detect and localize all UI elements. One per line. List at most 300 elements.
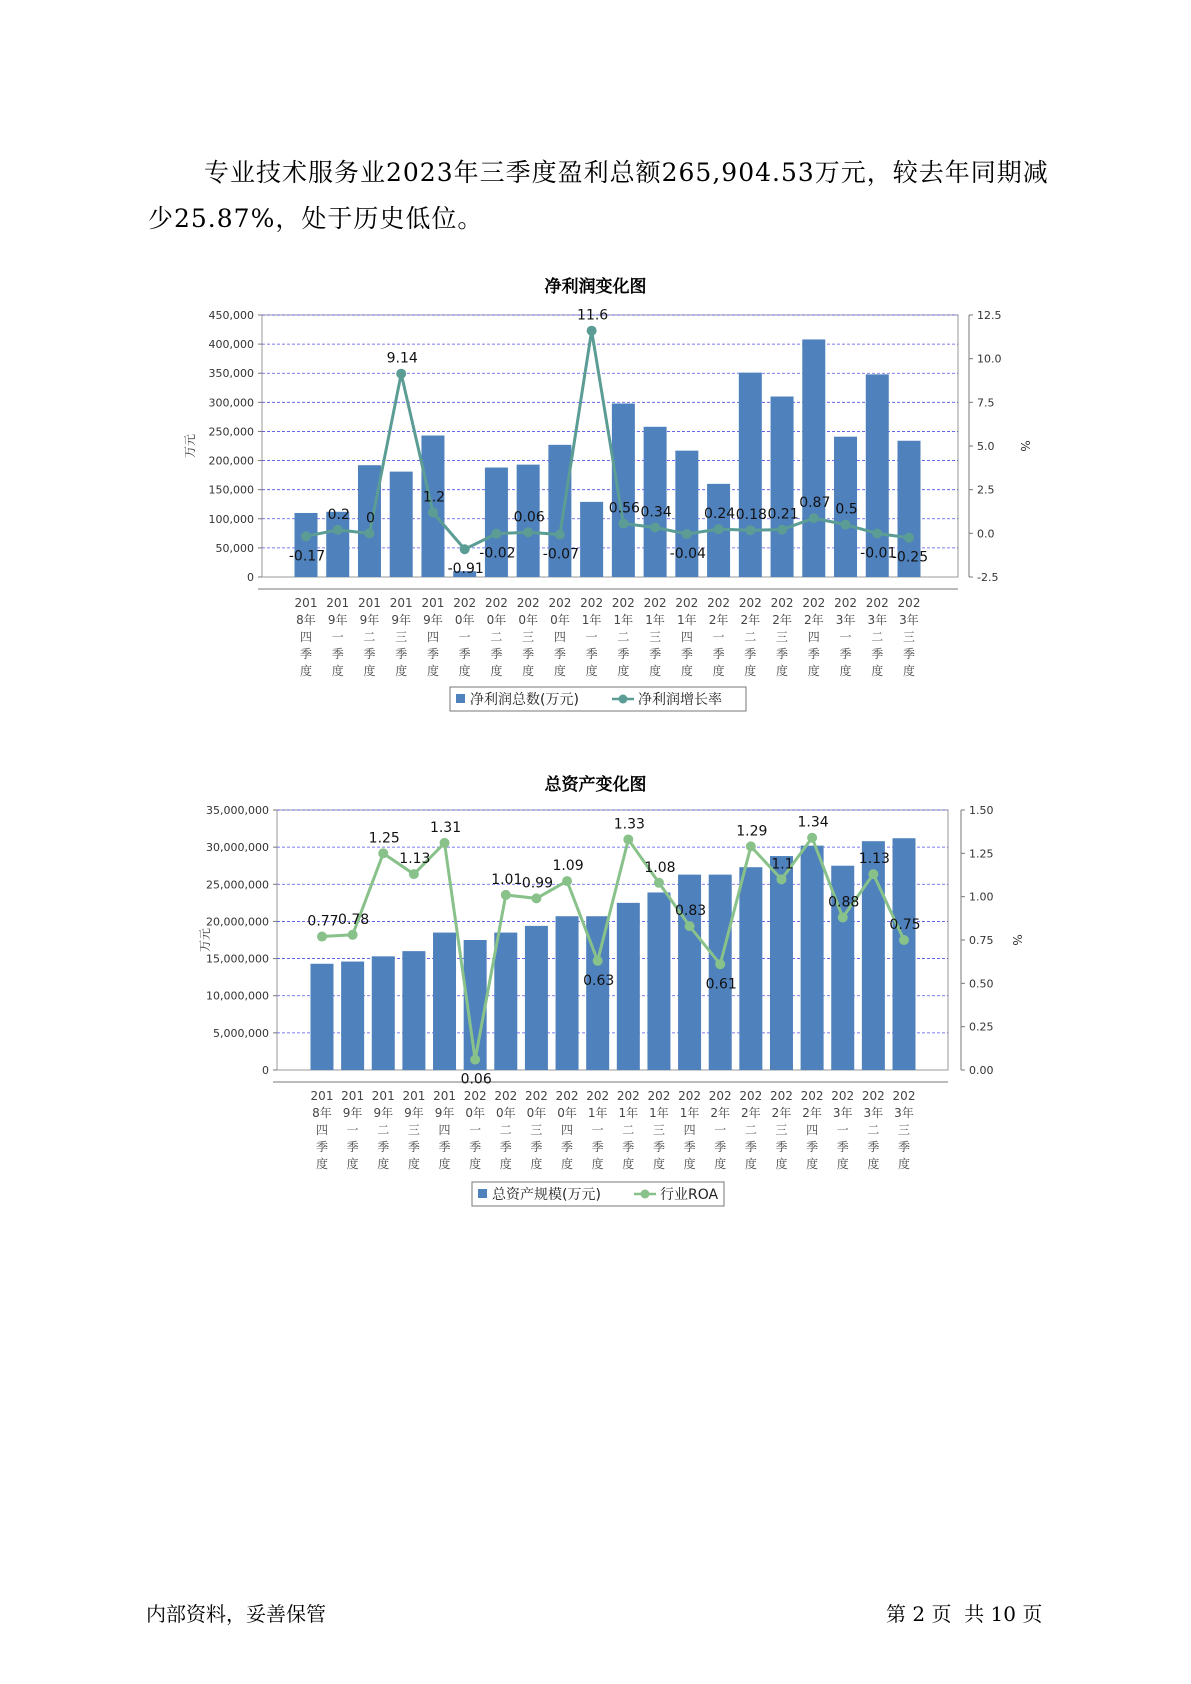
x-tick-label: 202	[892, 1089, 916, 1103]
footer-page-number: 第 2 页 共 10 页	[886, 1602, 1043, 1626]
legend-bar-label: 总资产规模(万元)	[492, 1187, 601, 1203]
x-tick-label: 度	[458, 664, 471, 678]
x-tick-label: 季	[649, 647, 662, 661]
x-tick-label: 季	[490, 647, 503, 661]
data-label: 1.1	[771, 856, 794, 873]
x-tick-label: 度	[712, 664, 725, 678]
x-tick-label: 1年	[679, 1106, 700, 1120]
x-tick-label: 0年	[465, 1106, 485, 1120]
x-tick-label: 1年	[618, 1106, 639, 1120]
data-label: 11.6	[577, 307, 609, 324]
y-tick-label: 200,000	[208, 454, 254, 468]
bar	[647, 892, 670, 1070]
x-tick-label: 四	[553, 630, 566, 644]
x-tick-label: 一	[591, 1123, 604, 1137]
data-label: 0.21	[767, 506, 799, 523]
y-tick-label: 250,000	[208, 425, 254, 439]
x-tick-label: 季	[867, 1140, 880, 1154]
x-tick-label: 季	[553, 647, 566, 661]
line-point	[872, 529, 882, 539]
line-point	[618, 519, 628, 529]
x-tick-label: 度	[775, 1157, 788, 1171]
x-tick-label: 二	[490, 630, 503, 644]
chart2-title: 总资产变化图	[544, 775, 647, 795]
x-tick-label: 202	[834, 596, 857, 610]
x-tick-label: 202	[861, 1089, 885, 1103]
y-axis-title: 万元	[198, 927, 212, 953]
data-label: 0.2	[327, 506, 350, 523]
data-label: 1.01	[491, 871, 523, 888]
x-tick-label: 202	[548, 596, 572, 610]
y-tick-label: 0	[262, 1064, 269, 1077]
legend-bar-label: 净利润总数(万元)	[470, 692, 579, 708]
x-tick-label: 季	[407, 1140, 420, 1154]
line-point	[501, 890, 511, 900]
x-tick-label: 202	[555, 1089, 579, 1103]
data-label: 0.63	[583, 972, 615, 989]
x-tick-label: 201	[402, 1089, 426, 1103]
line-point	[868, 869, 878, 879]
y2-tick-label: 7.5	[977, 396, 995, 410]
x-tick-label: 四	[438, 1123, 451, 1137]
bar	[295, 513, 318, 577]
y2-tick-label: 0.50	[969, 977, 994, 991]
x-tick-label: 202	[580, 596, 604, 610]
x-tick-label: 201	[326, 596, 350, 610]
x-tick-label: 一	[346, 1123, 359, 1137]
data-label: 1.31	[429, 819, 462, 836]
x-tick-label: 季	[680, 647, 693, 661]
x-tick-label: 季	[744, 1140, 757, 1154]
x-tick-label: 度	[315, 1157, 329, 1171]
data-label: 0.18	[735, 507, 767, 524]
x-tick-label: 度	[871, 664, 884, 678]
x-tick-label: 202	[800, 1089, 824, 1103]
x-tick-label: 度	[714, 1157, 727, 1171]
x-tick-label: 9年	[359, 613, 380, 627]
line-point	[715, 959, 725, 969]
x-tick-label: 季	[807, 647, 820, 661]
x-tick-label: 202	[802, 596, 826, 610]
y2-tick-label: 0.75	[969, 934, 994, 947]
y-tick-label: 15,000,000	[206, 952, 269, 966]
x-tick-label: 度	[867, 1157, 880, 1171]
x-tick-label: 度	[836, 1157, 849, 1171]
total-assets-chart	[0, 800, 1191, 1220]
line-point	[587, 326, 597, 336]
x-tick-label: 三	[775, 1123, 788, 1137]
x-tick-label: 季	[775, 1140, 788, 1154]
bar	[893, 838, 916, 1070]
y2-tick-label: 0.25	[969, 1020, 994, 1034]
chart1-title: 净利润变化图	[544, 277, 647, 297]
x-tick-label: 度	[346, 1157, 359, 1171]
x-tick-label: 季	[806, 1140, 819, 1154]
data-label: 0.83	[674, 903, 707, 920]
x-tick-label: 202	[494, 1089, 518, 1103]
x-tick-label: 202	[463, 1089, 487, 1103]
x-tick-label: 201	[294, 596, 318, 610]
bar	[494, 933, 517, 1070]
x-tick-label: 一	[585, 630, 598, 644]
x-tick-label: 四	[426, 630, 439, 644]
line-point	[428, 507, 438, 517]
x-tick-label: 季	[530, 1140, 543, 1154]
x-tick-label: 9年	[423, 613, 443, 627]
y-tick-label: 450,000	[208, 309, 254, 322]
x-tick-label: 季	[438, 1140, 451, 1154]
bar	[739, 373, 762, 577]
line-point	[807, 833, 817, 843]
y2-tick-label: 1.25	[969, 847, 994, 861]
x-tick-label: 度	[407, 1157, 420, 1171]
x-tick-label: 一	[458, 630, 471, 644]
y2-axis-title: %	[1018, 440, 1032, 452]
x-tick-label: 一	[469, 1123, 482, 1137]
net-profit-chart	[0, 305, 1191, 725]
x-tick-label: 9年	[391, 613, 412, 627]
x-tick-label: 度	[839, 664, 852, 678]
line-point	[746, 841, 756, 851]
legend-line-label: 行业ROA	[660, 1187, 719, 1203]
x-tick-label: 一	[714, 1123, 727, 1137]
x-tick-label: 度	[652, 1157, 665, 1171]
data-label: 9.14	[386, 350, 418, 367]
x-tick-label: 度	[680, 664, 693, 678]
data-label: 0.78	[338, 911, 370, 928]
x-tick-label: 四	[806, 1123, 819, 1137]
data-label: -0.01	[860, 545, 897, 562]
y2-tick-label: 10.0	[977, 352, 1002, 366]
y-tick-label: 50,000	[215, 541, 254, 555]
x-tick-label: 202	[484, 596, 508, 610]
line-point	[745, 525, 755, 535]
x-tick-label: 201	[358, 596, 381, 610]
data-label: 1.2	[422, 489, 446, 506]
y-tick-label: 35,000,000	[206, 804, 269, 817]
x-tick-label: 度	[617, 664, 630, 678]
x-tick-label: 季	[897, 1140, 911, 1154]
x-tick-label: 1年	[581, 613, 602, 627]
x-tick-label: 202	[586, 1089, 610, 1103]
bar	[644, 427, 667, 577]
bar	[372, 956, 395, 1070]
x-tick-label: 季	[712, 647, 725, 661]
bar	[311, 964, 334, 1070]
data-label: -0.25	[891, 549, 929, 566]
line-point	[317, 932, 327, 942]
data-label: 0.77	[307, 913, 339, 930]
x-tick-label: 0年	[550, 613, 570, 627]
x-tick-label: 二	[499, 1123, 512, 1137]
x-tick-label: 3年	[863, 1106, 884, 1120]
x-tick-label: 202	[524, 1089, 548, 1103]
data-label: 1.13	[858, 851, 890, 868]
x-tick-label: 3年	[835, 613, 856, 627]
bar	[617, 903, 640, 1070]
summary-text: 专业技术服务业2023年三季度盈利总额265,904.53万元，较去年同期减少25.87%，处于历史低位。	[148, 158, 1049, 233]
x-tick-label: 202	[770, 596, 794, 610]
x-tick-label: 0年	[486, 613, 507, 627]
x-tick-label: 季	[683, 1140, 696, 1154]
bar	[802, 339, 825, 577]
x-tick-label: 季	[902, 647, 916, 661]
legend-line-marker	[641, 1190, 650, 1199]
y2-tick-label: -2.5	[977, 571, 999, 584]
data-label: 0.56	[608, 500, 640, 517]
x-tick-label: 二	[363, 630, 376, 644]
data-label: -0.04	[669, 546, 706, 563]
line-point	[593, 956, 603, 966]
x-tick-label: 202	[516, 596, 540, 610]
x-tick-label: 0年	[518, 613, 538, 627]
data-label: 0.06	[460, 1071, 492, 1088]
x-tick-label: 度	[395, 664, 408, 678]
x-tick-label: 季	[331, 647, 344, 661]
x-tick-label: 9年	[373, 1106, 394, 1120]
bar	[433, 933, 456, 1070]
data-label: -0.91	[447, 561, 484, 578]
x-tick-label: 1年	[677, 613, 697, 627]
legend-line-marker	[619, 695, 628, 704]
x-tick-label: 季	[469, 1140, 482, 1154]
x-tick-label: 四	[299, 630, 313, 644]
y-tick-label: 400,000	[208, 338, 254, 352]
x-tick-label: 度	[377, 1157, 390, 1171]
x-tick-label: 季	[622, 1140, 635, 1154]
x-tick-label: 度	[591, 1157, 604, 1171]
data-label: 0.99	[521, 875, 554, 892]
x-tick-label: 度	[897, 1157, 911, 1171]
line-point	[654, 878, 664, 888]
line-point	[682, 529, 692, 539]
bar	[739, 867, 762, 1070]
line-point	[440, 838, 450, 848]
data-label: 0.34	[640, 504, 672, 521]
y2-tick-label: 12.5	[977, 309, 1002, 322]
x-tick-label: 201	[341, 1089, 365, 1103]
data-label: 0.88	[828, 894, 860, 911]
x-tick-label: 四	[561, 1123, 574, 1137]
x-tick-label: 202	[707, 596, 731, 610]
x-tick-label: 2年	[710, 1106, 731, 1120]
x-tick-label: 0年	[454, 613, 475, 627]
line-point	[348, 930, 358, 940]
x-tick-label: 202	[647, 1089, 671, 1103]
x-tick-label: 201	[389, 596, 413, 610]
data-label: 0.06	[513, 509, 545, 526]
line-point	[838, 912, 848, 922]
x-tick-label: 度	[499, 1157, 512, 1171]
line-point	[396, 369, 406, 379]
x-tick-label: 度	[744, 1157, 757, 1171]
x-tick-label: 二	[871, 630, 884, 644]
bar	[402, 951, 425, 1070]
x-tick-label: 季	[585, 647, 598, 661]
x-tick-label: 201	[310, 1089, 334, 1103]
line-point	[531, 893, 541, 903]
x-tick-label: 三	[897, 1123, 911, 1137]
x-tick-label: 1年	[649, 1106, 669, 1120]
x-tick-label: 202	[643, 596, 667, 610]
x-tick-label: 201	[371, 1089, 395, 1103]
x-tick-label: 9年	[404, 1106, 424, 1120]
x-tick-label: 2年	[740, 613, 761, 627]
data-label: 0.61	[705, 976, 737, 993]
y2-tick-label: 0.00	[969, 1064, 994, 1077]
data-label: -0.17	[288, 548, 326, 565]
x-tick-label: 2年	[802, 1106, 822, 1120]
line-point	[470, 1055, 480, 1065]
x-tick-label: 季	[522, 647, 535, 661]
y-tick-label: 150,000	[208, 483, 254, 497]
x-tick-label: 季	[346, 1140, 359, 1154]
y-tick-label: 30,000,000	[206, 841, 269, 855]
x-tick-label: 一	[712, 630, 725, 644]
x-tick-label: 二	[744, 630, 757, 644]
x-tick-label: 度	[807, 664, 820, 678]
data-label: 0.87	[799, 495, 831, 512]
data-label: 0	[366, 510, 375, 527]
data-label: 0.75	[889, 917, 921, 933]
bar	[771, 397, 794, 577]
x-tick-label: 季	[776, 647, 789, 661]
line-point	[491, 529, 501, 539]
x-tick-label: 度	[561, 1157, 574, 1171]
line-point	[523, 527, 533, 537]
x-tick-label: 一	[836, 1123, 849, 1137]
line-point	[776, 874, 786, 884]
line-point	[301, 531, 311, 541]
x-tick-label: 0年	[557, 1106, 577, 1120]
x-tick-label: 三	[395, 630, 408, 644]
line-point	[555, 530, 565, 540]
x-tick-label: 202	[675, 596, 699, 610]
x-tick-label: 度	[683, 1157, 696, 1171]
x-tick-label: 度	[530, 1157, 543, 1171]
x-tick-label: 二	[622, 1123, 635, 1137]
legend-bar-swatch	[456, 694, 465, 703]
y-tick-label: 0	[247, 571, 254, 584]
x-tick-label: 2年	[803, 613, 824, 627]
y-axis-title: 万元	[183, 433, 197, 459]
data-label: 0.24	[703, 506, 736, 523]
x-tick-label: 三	[902, 630, 916, 644]
x-tick-label: 202	[453, 596, 477, 610]
line-point	[714, 524, 724, 534]
x-tick-label: 1年	[587, 1106, 608, 1120]
data-label: 1.34	[797, 814, 829, 831]
x-tick-label: 季	[561, 1140, 574, 1154]
line-point	[623, 834, 633, 844]
x-tick-label: 三	[530, 1123, 543, 1137]
x-tick-label: 度	[553, 664, 566, 678]
line-point	[685, 921, 695, 931]
bar	[580, 502, 603, 577]
x-tick-label: 202	[708, 1089, 732, 1103]
line-point	[364, 528, 374, 538]
x-tick-label: 季	[377, 1140, 390, 1154]
line-point	[460, 544, 470, 554]
line-point	[899, 935, 909, 945]
x-tick-label: 季	[839, 647, 852, 661]
x-tick-label: 0年	[526, 1106, 547, 1120]
x-tick-label: 一	[839, 630, 852, 644]
x-tick-label: 202	[831, 1089, 855, 1103]
x-tick-label: 度	[776, 664, 789, 678]
bar	[390, 472, 413, 577]
data-label: 0.5	[835, 501, 858, 518]
x-tick-label: 季	[652, 1140, 665, 1154]
y-tick-label: 10,000,000	[206, 989, 269, 1003]
x-tick-label: 度	[522, 664, 535, 678]
x-tick-label: 202	[865, 596, 889, 610]
x-tick-label: 季	[714, 1140, 727, 1154]
x-tick-label: 3年	[832, 1106, 853, 1120]
x-tick-label: 9年	[327, 613, 348, 627]
x-tick-label: 2年	[708, 613, 729, 627]
x-tick-label: 季	[395, 647, 408, 661]
x-tick-label: 202	[611, 596, 635, 610]
x-tick-label: 四	[683, 1123, 696, 1137]
y2-tick-label: 1.50	[969, 804, 994, 817]
x-tick-label: 201	[433, 1089, 456, 1103]
x-tick-label: 四	[315, 1123, 329, 1137]
y-tick-label: 350,000	[208, 367, 254, 381]
x-tick-label: 季	[744, 647, 757, 661]
line-point	[809, 513, 819, 523]
x-tick-label: 季	[499, 1140, 512, 1154]
data-label: -0.07	[542, 546, 580, 563]
line-point	[650, 522, 660, 532]
y-tick-label: 20,000,000	[206, 915, 269, 929]
y-tick-label: 100,000	[208, 512, 254, 526]
data-label: 1.33	[613, 816, 645, 833]
x-tick-label: 三	[407, 1123, 420, 1137]
x-tick-label: 度	[426, 664, 439, 678]
x-tick-label: 度	[490, 664, 503, 678]
x-tick-label: 2年	[741, 1106, 761, 1120]
x-tick-label: 1年	[645, 613, 665, 627]
y2-tick-label: 1.00	[969, 890, 994, 904]
x-tick-label: 二	[377, 1123, 390, 1137]
line-point	[562, 876, 572, 886]
x-tick-label: 季	[591, 1140, 604, 1154]
y2-tick-label: 2.5	[977, 483, 995, 497]
x-tick-label: 季	[458, 647, 471, 661]
x-tick-label: 季	[315, 1140, 329, 1154]
x-tick-label: 季	[426, 647, 439, 661]
x-tick-label: 202	[738, 596, 762, 610]
x-tick-label: 2年	[772, 613, 792, 627]
x-tick-label: 度	[649, 664, 662, 678]
data-label: 1.09	[552, 858, 584, 875]
footer-confidential: 内部资料，妥善保管	[146, 1602, 326, 1626]
x-tick-label: 三	[652, 1123, 665, 1137]
x-tick-label: 9年	[342, 1106, 363, 1120]
y2-tick-label: 0.0	[977, 527, 995, 541]
x-tick-label: 202	[739, 1089, 763, 1103]
x-tick-label: 度	[438, 1157, 451, 1171]
x-tick-label: 度	[902, 664, 916, 678]
x-tick-label: 1年	[613, 613, 634, 627]
bar	[612, 403, 635, 577]
x-tick-label: 202	[678, 1089, 702, 1103]
line-point	[841, 520, 851, 530]
x-tick-label: 三	[776, 630, 789, 644]
y-tick-label: 25,000,000	[206, 878, 269, 892]
data-label: 1.25	[368, 830, 400, 847]
